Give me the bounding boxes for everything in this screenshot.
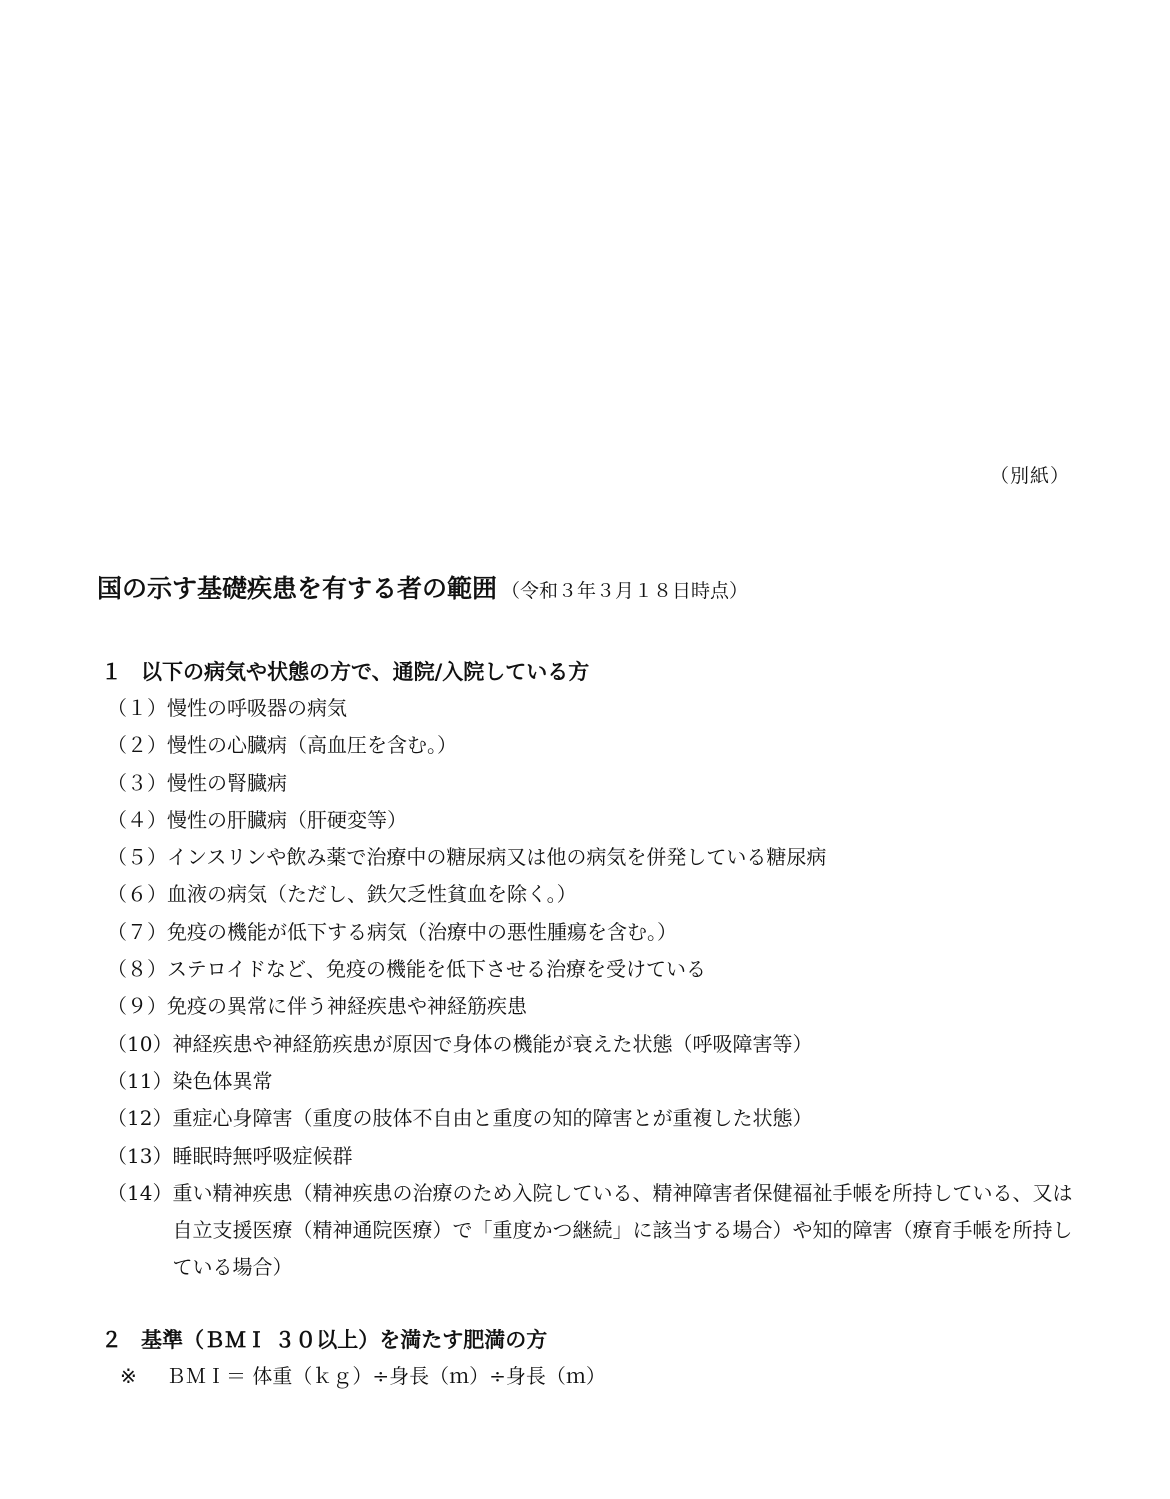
section-1-heading-text: 以下の病気や状態の方で、通院/入院している方 bbox=[141, 660, 590, 684]
item-marker: （14） bbox=[107, 1180, 173, 1205]
item-marker: （１） bbox=[107, 696, 167, 720]
list-item bbox=[107, 914, 1087, 951]
item-text: 免疫の異常に伴う神経疾患や神経筋疾患 bbox=[167, 994, 527, 1019]
item-marker: （４） bbox=[107, 807, 167, 832]
item-marker: （９） bbox=[107, 994, 167, 1019]
section-2-heading-text: 基準（ＢＭＩ ３０以上）を満たす肥満の方 bbox=[141, 1328, 548, 1352]
item-marker: （11） bbox=[107, 1068, 173, 1093]
list-item bbox=[107, 1138, 1087, 1175]
item-text: 神経疾患や神経筋疾患が原因で身体の機能が衰えた状態（呼吸障害等） bbox=[172, 1031, 813, 1056]
list-item bbox=[107, 727, 1087, 764]
item-text: 慢性の腎臓病 bbox=[167, 770, 287, 795]
item-text: 睡眠時無呼吸症候群 bbox=[172, 1143, 353, 1168]
item-marker: （７） bbox=[107, 919, 167, 944]
item-marker: （13） bbox=[107, 1143, 173, 1168]
item-marker: （８） bbox=[107, 957, 167, 982]
bmi-formula-text: ＢＭＩ＝ 体重（ｋｇ）÷身長（ｍ）÷身長（ｍ） bbox=[166, 1364, 606, 1388]
item-text: 染色体異常 bbox=[172, 1068, 273, 1093]
item-text: 血液の病気（ただし、鉄欠乏性貧血を除く。） bbox=[167, 882, 577, 907]
section-1-heading bbox=[101, 656, 589, 686]
item-marker: （３） bbox=[107, 770, 167, 795]
item-text: 慢性の肝臓病（肝硬変等） bbox=[167, 807, 407, 832]
item-text: 免疫の機能が低下する病気（治療中の悪性腫瘍を含む。） bbox=[167, 919, 677, 944]
item-text: 重い精神疾患（精神疾患の治療のため入院している、精神障害者保健福祉手帳を所持している、又は自立支援医療（精神通院医療）で「重度かつ継続」に該当する場合）や知的障害（療育手帳を所持している場合） bbox=[172, 1180, 1073, 1280]
item-marker: （12） bbox=[107, 1106, 173, 1131]
list-item bbox=[107, 802, 1087, 839]
item-text: 慢性の心臓病（高血圧を含む。） bbox=[167, 733, 457, 758]
list-item bbox=[107, 988, 1087, 1025]
list-item bbox=[107, 690, 1087, 727]
list-item bbox=[107, 1175, 1087, 1287]
list-item bbox=[107, 839, 1087, 876]
list-item bbox=[107, 1100, 1087, 1137]
item-marker: （10） bbox=[107, 1031, 173, 1056]
note-mark: ※ bbox=[120, 1364, 137, 1388]
list-item bbox=[107, 765, 1087, 802]
bmi-formula-note bbox=[120, 1360, 606, 1389]
item-text: 慢性の呼吸器の病気 bbox=[167, 696, 347, 720]
section-2-heading bbox=[101, 1324, 547, 1354]
section-1-number: １ bbox=[101, 660, 122, 684]
list-item bbox=[107, 1026, 1087, 1063]
list-item bbox=[107, 876, 1087, 913]
document-title bbox=[97, 569, 1087, 605]
condition-list bbox=[107, 690, 1087, 1287]
item-marker: （６） bbox=[107, 882, 167, 907]
list-item bbox=[107, 1063, 1087, 1100]
section-2-number: ２ bbox=[101, 1328, 122, 1352]
title-date: （令和３年３月１８日時点） bbox=[501, 580, 749, 602]
item-text: 重症心身障害（重度の肢体不自由と重度の知的障害とが重複した状態） bbox=[172, 1106, 813, 1131]
title-main: 国の示す基礎疾患を有する者の範囲 bbox=[97, 574, 498, 603]
attachment-label: （別紙） bbox=[989, 465, 1070, 487]
item-marker: （５） bbox=[107, 845, 167, 870]
list-item bbox=[107, 951, 1087, 988]
item-text: ステロイドなど、免疫の機能を低下させる治療を受けている bbox=[167, 957, 706, 982]
item-marker: （２） bbox=[107, 733, 167, 758]
item-text: インスリンや飲み薬で治療中の糖尿病又は他の病気を併発している糖尿病 bbox=[167, 845, 827, 870]
